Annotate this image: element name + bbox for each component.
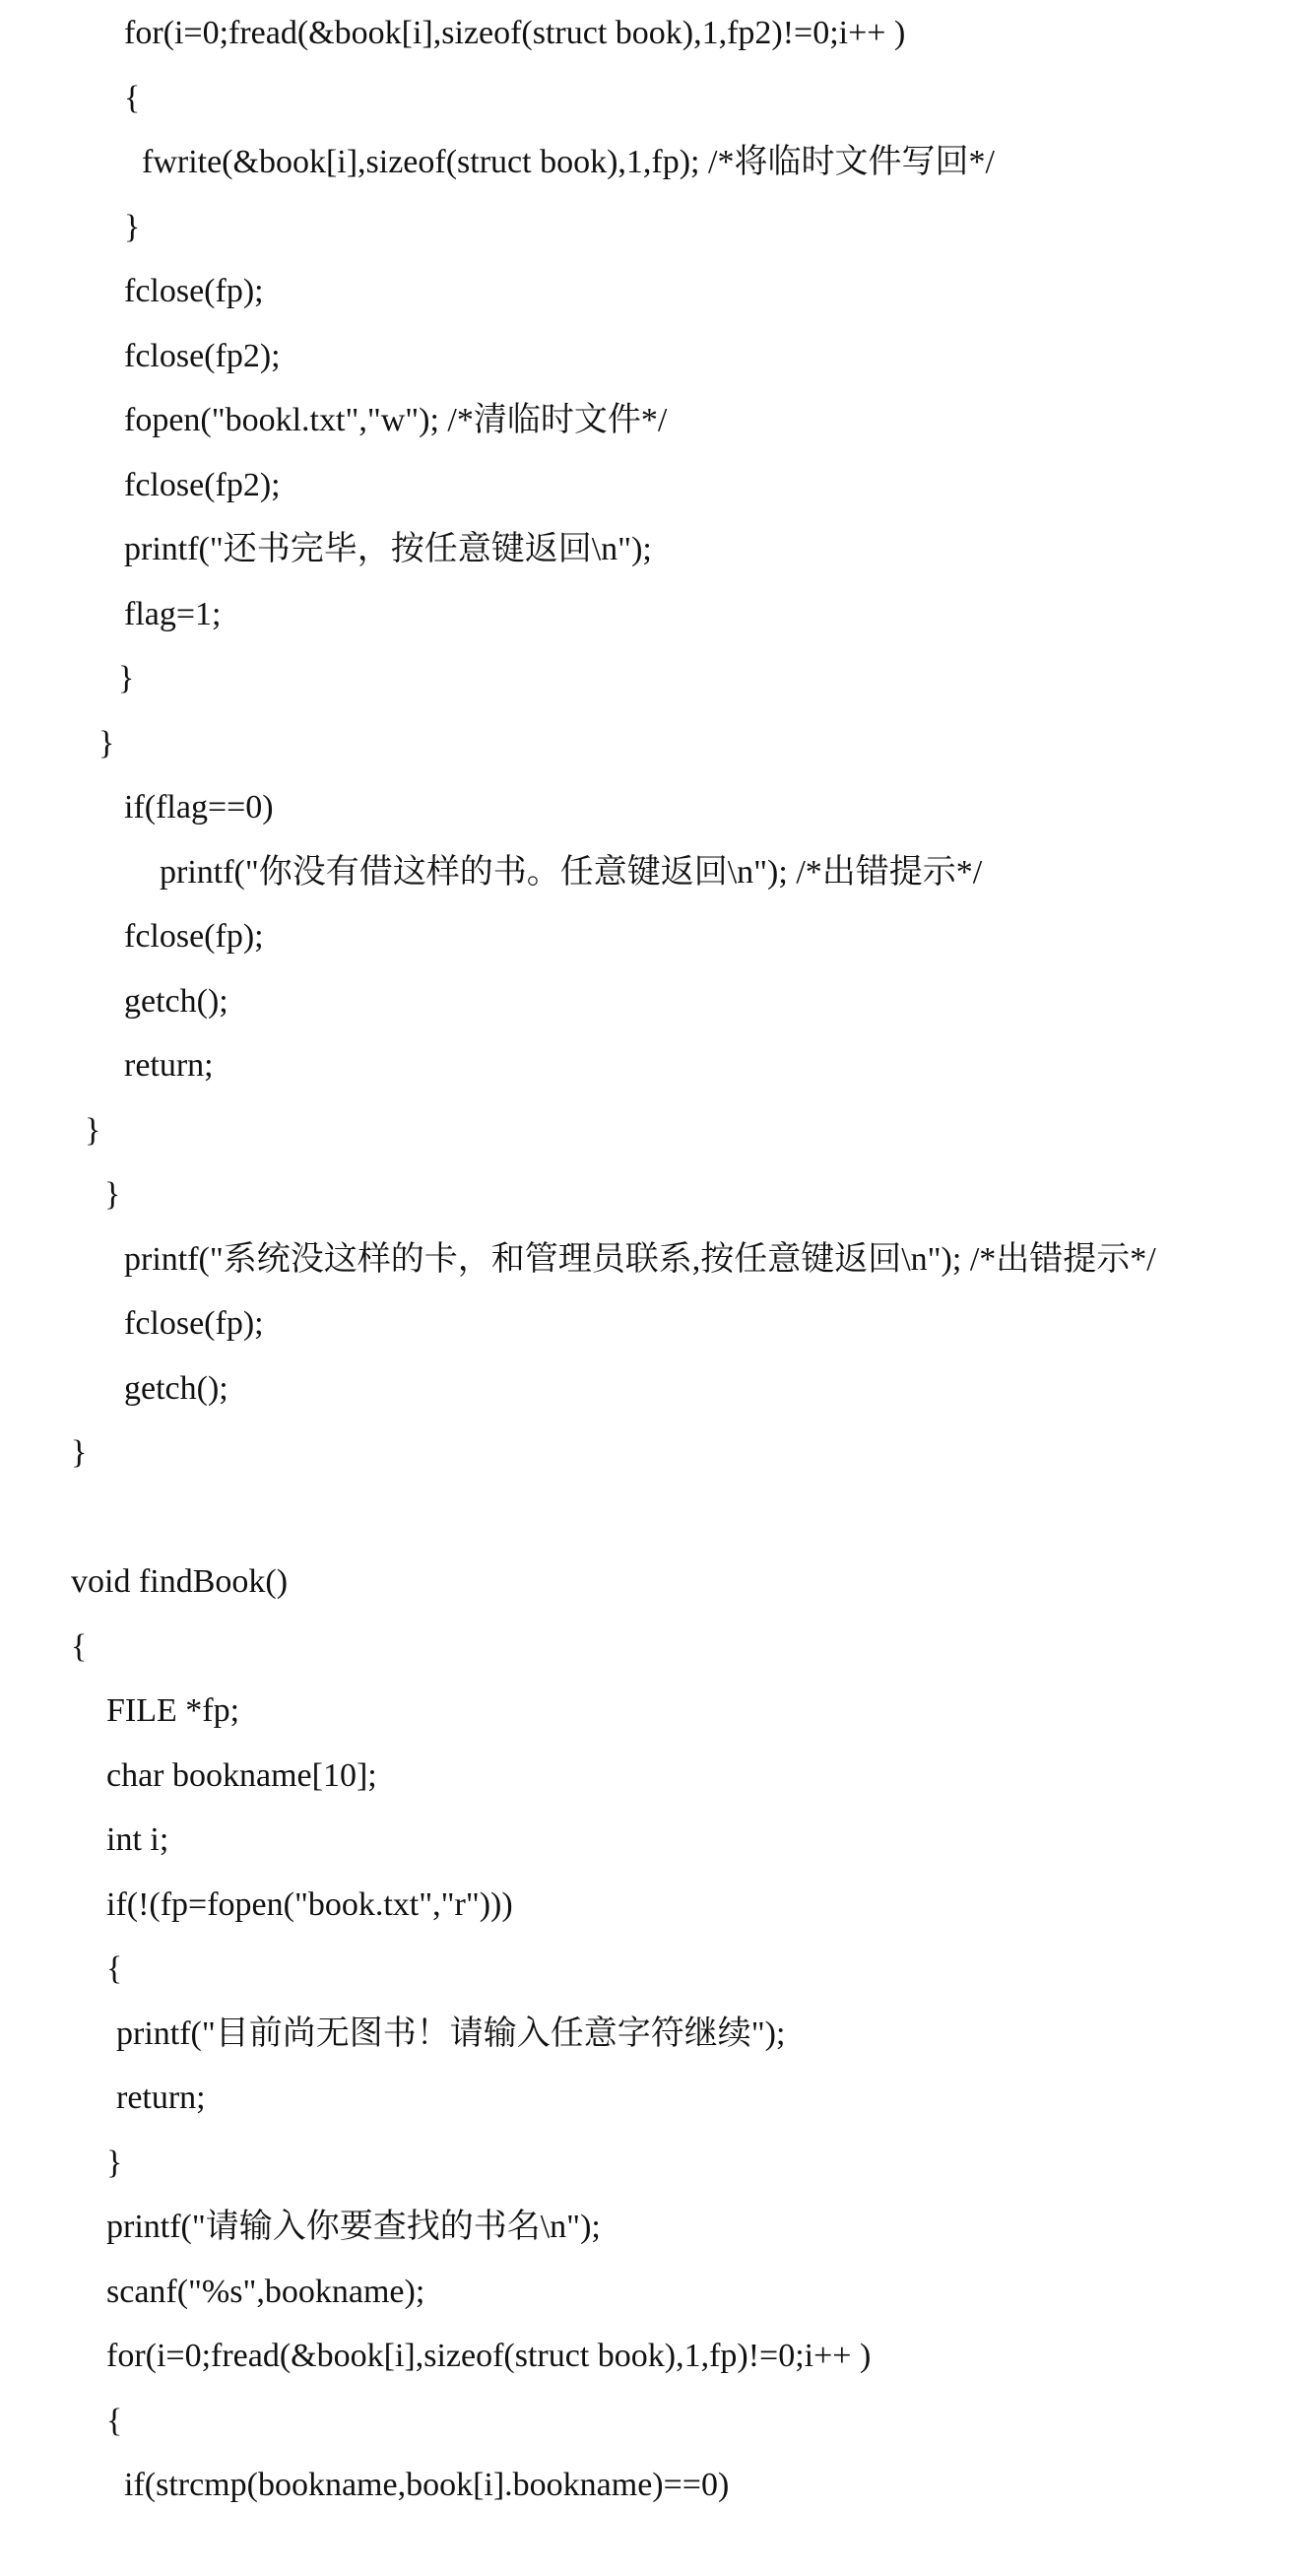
code-line: fopen("bookl.txt","w"); /*清临时文件*/ [124,402,668,438]
code-line: scanf("%s",bookname); [106,2273,425,2310]
code-line: for(i=0;fread(&book[i],sizeof(struct book),1,fp)!=0;i++ ) [106,2338,872,2374]
code-line: printf("你没有借这样的书。任意键返回\n"); /*出错提示*/ [160,853,983,891]
code-line: void findBook() [71,1563,289,1600]
code-line: } [124,208,141,245]
code-line: return; [124,1047,214,1084]
code-line: { [106,1950,123,1987]
code-line: } [104,1176,121,1213]
code-line: flag=1; [124,595,222,632]
code-line: { [124,79,141,116]
code-line: fclose(fp); [124,1305,264,1342]
code-line: return; [116,2080,206,2116]
code-line: FILE *fp; [106,1692,240,1729]
code-line: printf("系统没这样的卡，和管理员联系,按任意键返回\n"); /*出错提示*/ [124,1240,1156,1278]
code-line: fclose(fp2); [124,466,281,503]
code-line: printf("请输入你要查找的书名\n"); [106,2209,601,2245]
code-line: { [106,2402,123,2439]
code-line: for(i=0;fread(&book[i],sizeof(struct book),1,fp2)!=0;i++ ) [124,15,906,51]
code-line: printf("目前尚无图书！请输入任意字符继续"); [116,2015,786,2052]
code-line: } [118,660,135,696]
code-line: getch(); [124,1369,228,1407]
code-line: if(strcmp(bookname,book[i].bookname)==0) [124,2467,730,2503]
code-line: printf("还书完毕，按任意键返回\n"); [124,531,652,567]
code-line: if(!(fp=fopen("book.txt","r"))) [106,1885,513,1923]
code-line: } [106,2144,123,2181]
code-line: } [85,1111,101,1149]
code-line: int i; [106,1821,169,1858]
code-line: } [98,724,115,761]
code-line: } [71,1434,88,1471]
code-line: fclose(fp); [124,273,264,309]
code-line: fclose(fp); [124,918,264,955]
code-line: char bookname[10]; [106,1756,377,1794]
code-line: { [71,1627,88,1665]
code-line: fwrite(&book[i],sizeof(struct book),1,fp); /*将临时文件写回*/ [142,144,995,180]
code-line: fclose(fp2); [124,337,281,374]
code-line: getch(); [124,982,228,1020]
code-line: if(flag==0) [124,789,274,826]
